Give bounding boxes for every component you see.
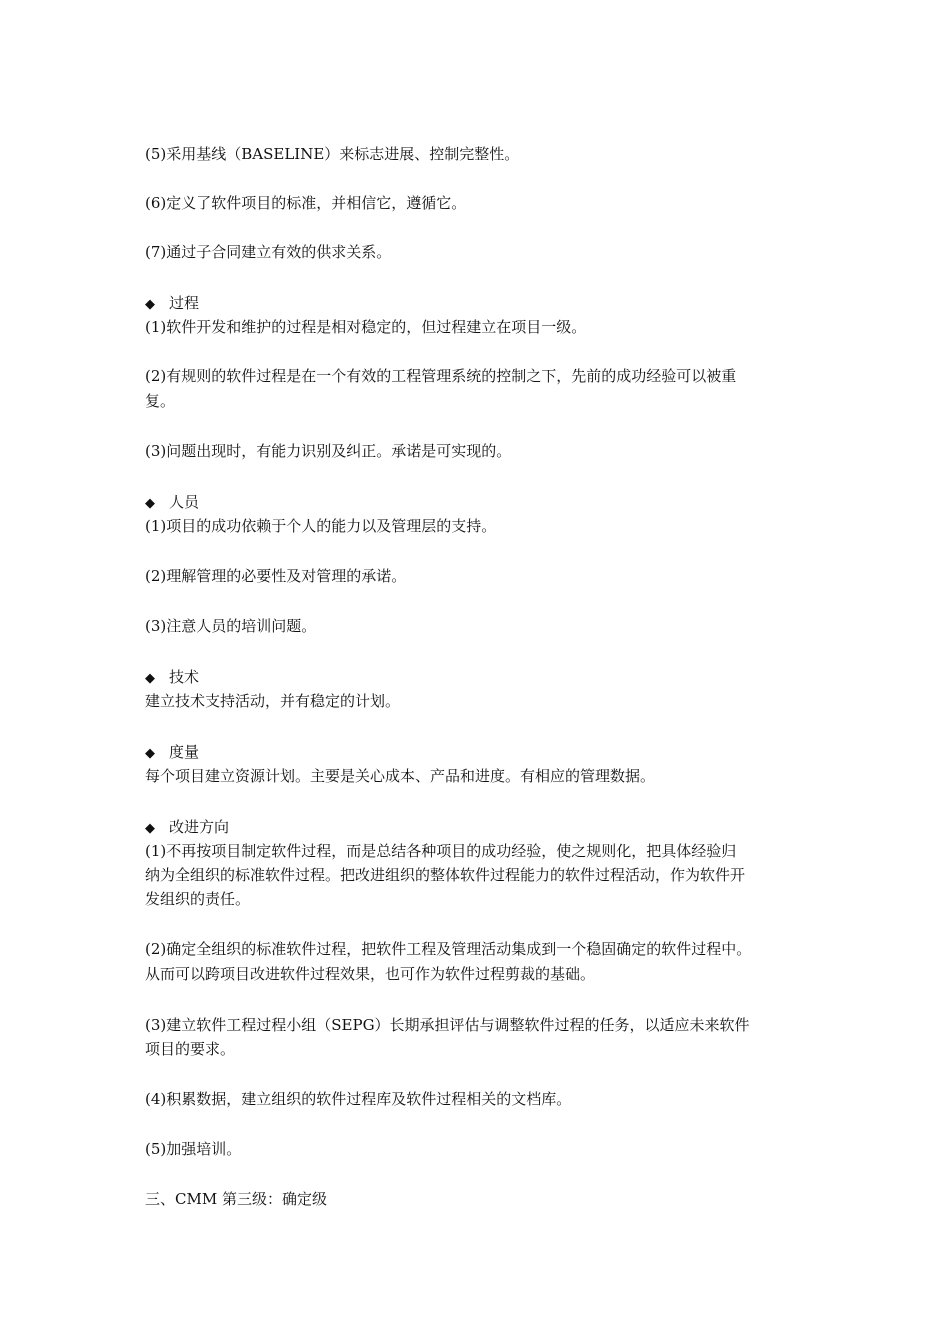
paragraph-improvement-5: (5)加强培训。 <box>145 1140 242 1158</box>
paragraph-people-2: (2)理解管理的必要性及对管理的承诺。 <box>145 567 407 585</box>
paragraph-process-2-line2: 复。 <box>145 392 176 410</box>
paragraph-people-1: (1)项目的成功依赖于个人的能力以及管理层的支持。 <box>145 517 497 535</box>
paragraph-process-2-line1: (2)有规则的软件过程是在一个有效的工程管理系统的控制之下，先前的成功经验可以被重 <box>145 367 737 385</box>
paragraph-people-3: (3)注意人员的培训问题。 <box>145 617 317 635</box>
paragraph-improvement-3-line1: (3)建立软件工程过程小组（SEPG）长期承担评估与调整软件过程的任务，以适应未来软件 <box>145 1016 750 1034</box>
diamond-bullet-icon: ◆ <box>145 746 155 761</box>
heading-improvement-label: 改进方向 <box>169 818 230 836</box>
heading-people-label: 人员 <box>169 493 200 511</box>
diamond-bullet-icon: ◆ <box>145 821 155 836</box>
heading-measurement <box>145 740 810 766</box>
section-heading-cmm-level-3: 三、CMM 第三级：确定级 <box>145 1190 327 1208</box>
paragraph-improvement-2-line1: (2)确定全组织的标准软件过程，把软件工程及管理活动集成到一个稳固确定的软件过程中。 <box>145 940 752 958</box>
paragraph-improvement-2-line2: 从而可以跨项目改进软件过程效果，也可作为软件过程剪裁的基础。 <box>145 965 596 983</box>
paragraph-baseline: (5)采用基线（BASELINE）来标志进展、控制完整性。 <box>145 145 520 163</box>
diamond-bullet-icon: ◆ <box>145 671 155 686</box>
paragraph-improvement-3-line2: 项目的要求。 <box>145 1040 236 1058</box>
paragraph-improvement-1-line3: 发组织的责任。 <box>145 890 251 908</box>
paragraph-improvement-1-line1: (1)不再按项目制定软件过程，而是总结各种项目的成功经验，使之规则化，把具体经验归 <box>145 842 737 860</box>
paragraph-subcontract: (7)通过子合同建立有效的供求关系。 <box>145 243 392 261</box>
heading-improvement <box>145 815 810 841</box>
diamond-bullet-icon: ◆ <box>145 297 155 312</box>
heading-measurement-label: 度量 <box>169 743 200 761</box>
paragraph-process-3: (3)问题出现时，有能力识别及纠正。承诺是可实现的。 <box>145 442 512 460</box>
paragraph-process-1: (1)软件开发和维护的过程是相对稳定的，但过程建立在项目一级。 <box>145 318 587 336</box>
paragraph-improvement-4: (4)积累数据，建立组织的软件过程库及软件过程相关的文档库。 <box>145 1090 572 1108</box>
paragraph-technology: 建立技术支持活动，并有稳定的计划。 <box>145 692 401 710</box>
heading-technology <box>145 665 810 691</box>
diamond-bullet-icon: ◆ <box>145 496 155 511</box>
heading-technology-label: 技术 <box>169 668 200 686</box>
paragraph-improvement-1-line2: 纳为全组织的标准软件过程。把改进组织的整体软件过程能力的软件过程活动，作为软件开 <box>145 866 746 884</box>
paragraph-measurement: 每个项目建立资源计划。主要是关心成本、产品和进度。有相应的管理数据。 <box>145 767 656 785</box>
heading-process <box>145 291 810 317</box>
paragraph-standards: (6)定义了软件项目的标准，并相信它，遵循它。 <box>145 194 467 212</box>
heading-process-label: 过程 <box>169 294 200 312</box>
heading-people <box>145 490 810 516</box>
